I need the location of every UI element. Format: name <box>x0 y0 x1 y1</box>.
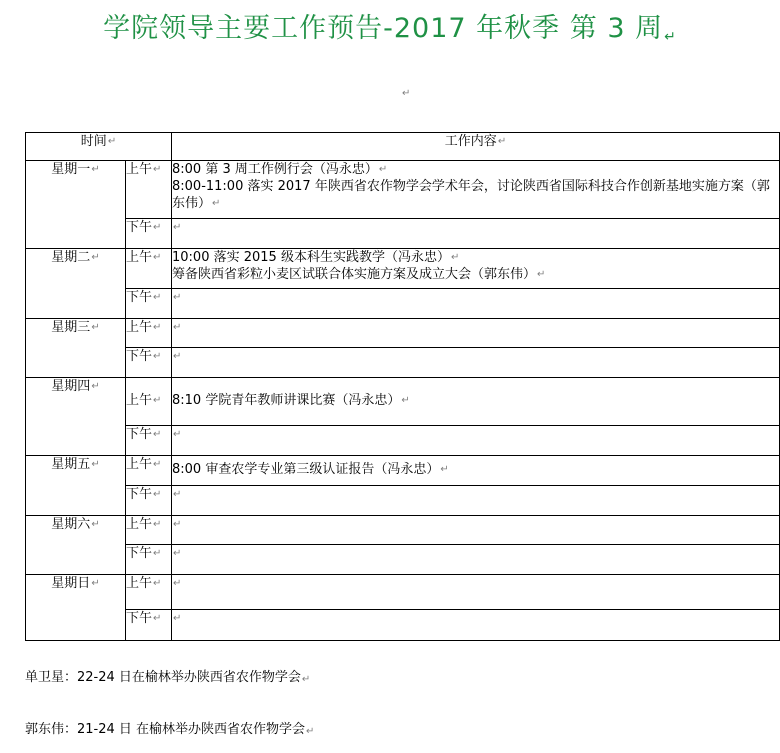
am-content[interactable] <box>172 456 780 486</box>
table-row <box>26 575 780 610</box>
pm-label: 下午↵ <box>126 426 172 456</box>
pm-content[interactable]: ↵ <box>172 610 780 641</box>
table-row <box>26 516 780 545</box>
am-label: 上午↵ <box>126 575 172 610</box>
content-line: 8:00 审查农学专业第三级认证报告（冯永忠）↵ <box>172 462 449 477</box>
table-row <box>26 486 780 516</box>
table-header-row <box>26 133 780 161</box>
paragraph-mark-icon: ↵ <box>402 88 411 99</box>
day-cell: 星期五↵ <box>26 456 126 516</box>
pm-content[interactable]: ↵ <box>172 289 780 319</box>
am-label: 上午↵ <box>126 378 172 426</box>
content-line: 8:10 学院青年教师讲课比赛（冯永忠）↵ <box>172 393 410 408</box>
am-content[interactable]: ↵ <box>172 516 780 545</box>
note-line: 郭东伟：21-24 日 在榆林举办陕西省农作物学会↵ <box>25 722 315 737</box>
table-row <box>26 426 780 456</box>
table-row <box>26 348 780 378</box>
pm-label: 下午↵ <box>126 348 172 378</box>
pm-label: 下午↵ <box>126 219 172 249</box>
day-cell: 星期四↵ <box>26 378 126 456</box>
day-cell: 星期二↵ <box>26 249 126 319</box>
pm-label: 下午↵ <box>126 289 172 319</box>
header-time: 时间↵ <box>26 133 172 161</box>
content-line: 8:00 第 3 周工作例行会（冯永忠）↵ <box>172 162 388 177</box>
table-row <box>26 289 780 319</box>
am-label: 上午↵ <box>126 516 172 545</box>
document-title: 学院领导主要工作预告-2017 年秋季 第 3 周↵ <box>103 13 677 45</box>
content-line: 筹备陕西省彩粒小麦区试联合体实施方案及成立大会（郭东伟）↵ <box>172 267 546 282</box>
pm-content[interactable]: ↵ <box>172 486 780 516</box>
table-row <box>26 456 780 486</box>
pm-label: 下午↵ <box>126 486 172 516</box>
day-cell: 星期日↵ <box>26 575 126 641</box>
content-line: 10:00 落实 2015 级本科生实践教学（冯永忠）↵ <box>172 250 460 265</box>
am-label: 上午↵ <box>126 161 172 219</box>
pm-content[interactable]: ↵ <box>172 219 780 249</box>
table-row <box>26 610 780 641</box>
am-label: 上午↵ <box>126 249 172 289</box>
am-content[interactable]: ↵ <box>172 319 780 348</box>
am-label: 上午↵ <box>126 319 172 348</box>
table-row <box>26 545 780 575</box>
table-row <box>26 249 780 289</box>
note-line: 单卫星：22-24 日在榆林举办陕西省农作物学会↵ <box>25 670 311 685</box>
pm-content[interactable]: ↵ <box>172 545 780 575</box>
pm-content[interactable]: ↵ <box>172 348 780 378</box>
content-line: 8:00-11:00 落实 2017 年陕西省农作物学会学术年会，讨论陕西省国际科技合作创新基地实施方案（郭东伟）↵ <box>172 179 770 211</box>
header-content: 工作内容↵ <box>172 133 780 161</box>
table-row <box>26 378 780 426</box>
am-content[interactable]: ↵ <box>172 575 780 610</box>
table-row <box>26 319 780 348</box>
schedule-table <box>25 132 780 641</box>
day-cell: 星期三↵ <box>26 319 126 378</box>
pm-label: 下午↵ <box>126 545 172 575</box>
pm-content[interactable]: ↵ <box>172 426 780 456</box>
pm-label: 下午↵ <box>126 610 172 641</box>
table-row <box>26 161 780 219</box>
paragraph-mark-icon: ↵ <box>664 29 677 45</box>
am-content[interactable] <box>172 161 780 219</box>
day-cell: 星期六↵ <box>26 516 126 575</box>
am-content[interactable] <box>172 378 780 426</box>
day-cell: 星期一↵ <box>26 161 126 249</box>
am-content[interactable] <box>172 249 780 289</box>
am-label: 上午↵ <box>126 456 172 486</box>
table-row <box>26 219 780 249</box>
